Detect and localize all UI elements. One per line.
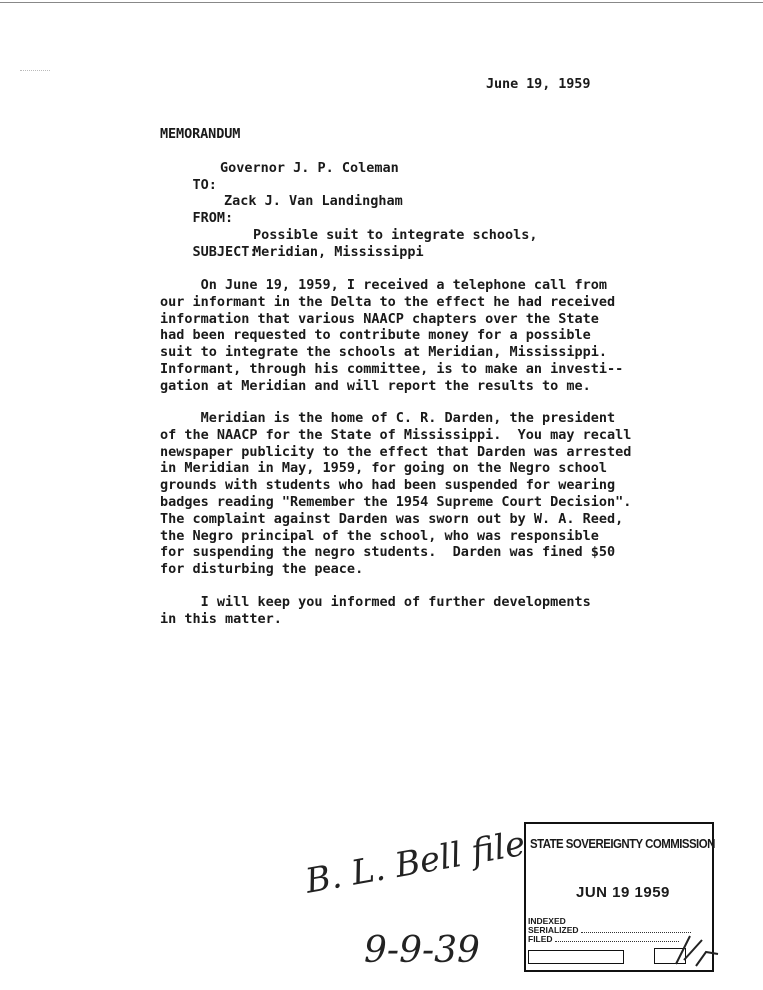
stamp-indexed-label: INDEXED [528,916,566,926]
paragraph-1 [160,277,720,395]
paragraph-line: newspaper publicity to the effect that Darden was arrested [160,443,632,460]
paragraph-line: of the NAACP for the State of Mississippi. You may recall [160,426,632,443]
paragraph-line: gation at Meridian and will report the results to me. [160,377,591,394]
paragraph-line: for disturbing the peace. [160,561,364,578]
paragraph-line: in this matter. [160,610,282,627]
stamp-serialized-label: SERIALIZED [528,925,579,935]
paragraph-line: the Negro principal of the school, who was responsible [160,527,599,544]
stamp-initials-mark [666,930,726,970]
from-value: Zack J. Van Landingham [224,193,403,209]
paragraph-line: suit to integrate the schools at Meridian, Mississippi. [160,344,608,361]
from-label: FROM: [192,210,234,226]
paragraph-2 [160,410,720,578]
paragraph-line: information that various NAACP chapters over the State [160,310,599,327]
paragraph-line: grounds with students who had been suspended for wearing [160,477,616,494]
paragraph-line: in Meridian in May, 1959, for going on the Negro school [160,460,608,477]
paragraph-line: had been requested to contribute money for a possible [160,327,591,344]
subject-line-2: Meridian, Mississippi [253,244,424,260]
stamp-date: JUN 19 1959 [576,884,670,901]
memo-heading: MEMORANDUM [160,126,241,142]
subject-label: SUBJECT: [192,244,258,260]
margin-smudge [20,70,50,83]
stamp-filed-label: FILED [528,934,553,944]
paragraph-line: I will keep you informed of further developments [160,594,591,610]
subject-line-1: Possible suit to integrate schools, [253,227,538,243]
handwritten-file-note: B. L. Bell file [302,823,529,902]
paragraph-line: Meridian is the home of C. R. Darden, the president [160,410,616,426]
paragraph-line: for suspending the negro students. Darden was fined $50 [160,544,616,561]
paragraph-line: The complaint against Darden was sworn out by W. A. Reed, [160,510,624,527]
paragraph-3 [160,594,720,628]
stamp-title: STATE SOVEREIGNTY COMMISSION [530,836,715,851]
top-edge-line [0,2,763,3]
handwritten-file-number: 9-9-39 [364,930,480,971]
commission-stamp [524,822,714,972]
paragraph-line: On June 19, 1959, I received a telephone call from [160,277,608,293]
stamp-filed [528,934,679,944]
paragraph-line: Informant, through his committee, is to make an investi-- [160,360,624,377]
stamp-box [528,950,624,964]
paragraph-line: badges reading "Remember the 1954 Supreme Court Decision". [160,493,632,510]
memo-date: June 19, 1959 [486,76,591,92]
paragraph-line: our informant in the Delta to the effect he had received [160,293,616,310]
to-value: Governor J. P. Coleman [220,160,399,176]
to-label: TO: [192,177,217,193]
